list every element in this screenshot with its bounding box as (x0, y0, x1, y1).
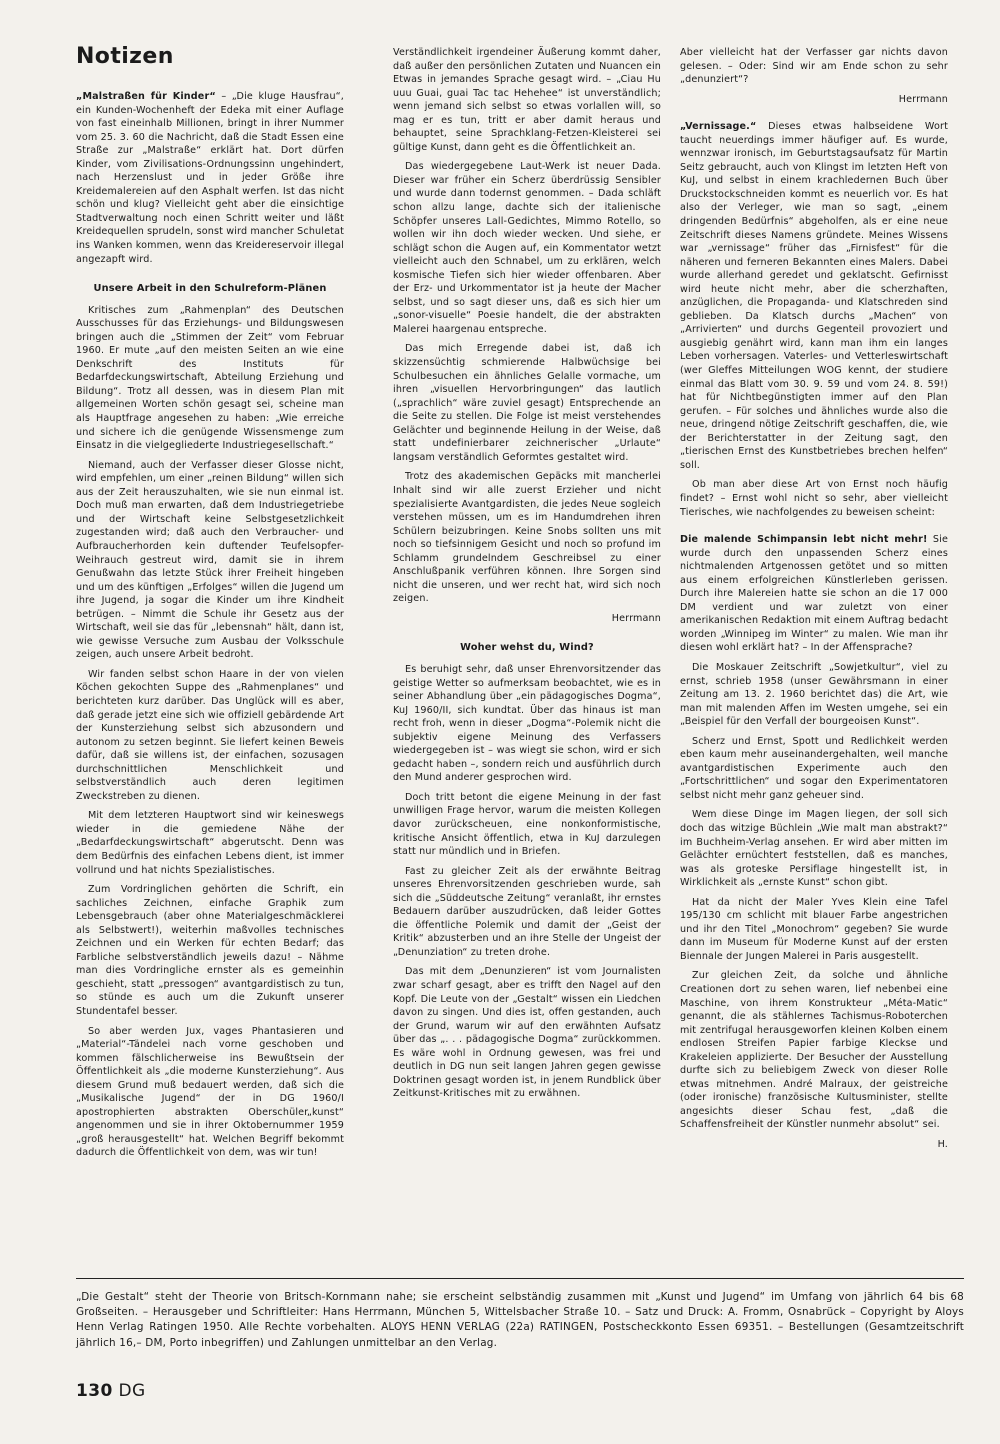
schimpansin-p6: Zur gleichen Zeit, da solche und ähnliche Creationen dort zu sehen waren, lief nebenbei eine Maschine, von ihrem Konstrukteur „Méta-Matic“ genannt, die als stählernes Tachismus-Roboterchen mit zentrifugal herausgeworfen kleinen Kolben einem endlosen Streifen Papier farbige Kleckse und Krakeleien applizierte. Der Besucher der Ausstellung durfte sich zu beliebigem Zweck von dieser Rolle etwas mitnehmen. André Malraux, der geistreiche (oder ironische) französische Kultusminister, stellte angesichts dieser Schau fest, „daß die Schaffensfreiheit der Künstler nunmehr absolut“ sei. (680, 970, 948, 1131)
schulreform-heading: Unsere Arbeit in den Schulreform-Plänen (93, 283, 327, 295)
vernissage-p2: Ob man aber diese Art von Ernst noch häufig findet? – Ernst wohl nicht so sehr, aber vielleicht Tierisches, wie nachfolgendes zu beweisen scheint: (680, 479, 948, 518)
vernissage-text: Dieses etwas halbseidene Wort taucht neuerdings immer häufiger auf. Es wurde, wennzwar ironisch, im Geburtstagsaufsatz für Martin Seitz gebraucht, auch von Klingst im letzten Heft von KuJ, und selbst in einem krachledernen Buch über Druckstockschneiden kommt es neuerlich vor. Es hat also der Verleger, wie man so sagt, „einem dringenden Bedürfnis“ abgeholfen, als er eine neue Zeitschrift dieses Namens gründete. Meines Wissens war „vernissage“ früher das „Firnisfest“ für die näheren und ferneren Bekannten eines Malers. Dabei wurde allerhand geredet und geklatscht. Gefirnisst wird heute nicht mehr, aber die scherzhaften, anzüglichen, die Propaganda- und Klatschreden sind geblieben. Da Klatsch durchs „Machen“ von „Arrivierten“ und durchs Gegenteil provoziert und ausgiebig genährt wird, kann man ihm ein langes Leben vorhersagen. Vaterles- und Vetterleswirtschaft (wer Gleffes Mitteilungen WOG kennt, der studiere einmal das Blatt vom 30. 9. 59 und vom 24. 8. 59!) hat für Nichtbegünstigten immer auf den Plan gerufen. – Für solches und ähnliches wurde also die neue, dringend nötige Zeitschrift geschaffen, die, wie der Berichterstatter in der Zeitung sagt, den „tierischen Ernst des Kunstbetriebes brechen helfen“ soll. (680, 121, 948, 471)
column-2 (393, 46, 661, 1107)
malstrassen-text: – „Die kluge Hausfrau“, ein Kunden-Wochenheft der Edeka mit einer Auflage von fast eineinhalb Millionen, bringt in ihrer Nummer vom 25. 3. 60 die Nachricht, daß die Stadt Essen eine Straße zur „Malstraße“ erklärt hat. Dort dürfen Kinder, vom Zivilisations-Ordnungssinn ungehindert, nach Herzenslust und in jeder Größe ihre Kreidemalereien auf den Asphalt werfen. Ist das nicht schön und klug? Vielleicht geht aber die einsichtige Stadtverwaltung noch einen Schritt weiter und läßt Kreidequellen sprudeln, sonst wird mancher Schuletat ins Wanken kommen, wenn das Kreidereservoir illegal angezapft wird. (76, 91, 345, 265)
schulreform-p1: Kritisches zum „Rahmenplan“ des Deutschen Ausschusses für das Erziehungs- und Bildungswesen bringen auch die „Stimmen der Zeit“ vom Februar 1960. Er mute „auf den meisten Seiten an wie eine Denkschrift des Instituts für Bedarfdeckungswirtschaft, Abteilung Erziehung und Bildung“. Trotz all dessen, was in diesem Plan mit allgemeinen Worten schön gesagt sei, scheine man als Hauptfrage angesehen zu haben: „Wie erreiche und sichere ich die genügende Wissensmenge zum Einsatz in die vielgegliederte Industriegesellschaft.“ (76, 304, 344, 452)
wind-p2: Doch tritt betont die eigene Meinung in der fast unwilligen Frage hervor, warum die meisten Kollegen davor zurückscheuen, eine nonkonformistische, kritische Ansicht öffentlich, etwa in KuJ darzulegen statt nur mündlich und in Briefen. (393, 791, 661, 858)
schulreform-p9: Das mich Erregende dabei ist, daß ich skizzensüchtig schmierende Halbwüchsige bei Schulbesuchen ein ähnliches Gelalle vormache, um ihren „visuellen Hervorbringungen“ das lautlich („sprachlich“ wäre zuviel gesagt) Entsprechende an die Seite zu stellen. Die Folge ist meist verstehendes Gelächter und beginnende Heilung in der Weise, daß statt undefinierbarer zeichnerischer „Urlaute“ langsam verständlich Geformtes gestaltet wird. (393, 343, 661, 463)
schimpansin-p2: Die Moskauer Zeitschrift „Sowjetkultur“, viel zu ernst, schrieb 1958 (unser Gewährsmann in einer Zeitung am 13. 2. 1960 berichtet das) die Art, wie man mit malenden Affen im Westen umgehe, sei ein „Beispiel für den Verfall der bourgeoisen Kunst“. (680, 661, 948, 728)
imprint-footer (76, 1290, 964, 1351)
malstrassen-paragraph (76, 90, 344, 266)
schulreform-p8: Das wiedergegebene Laut-Werk ist neuer Dada. Dieser war früher ein Scherz überdrüssig Sensibler und wurde dann todernst genommen. – Dada schläft schon allzu lange, dachte sich der italienische Schöpfer unseres Lall-Gedichtes, Mimmo Rotello, so wollen wir ihn doch wieder wecken. Und siehe, er schlägt schon die Augen auf, ein Kommentator wetzt vielleicht auch den Schnabel, um zu erklären, welch kosmische Tiefen sich hier wieder offenbaren. Aber der Erz- und Urkommentator ist ja heute der Macher selbst, und so sagt dieser uns, daß es sich hier um „sonor-visuelle“ Poesie handelt, die der abstrakten Malerei haargenau entspreche. (393, 161, 661, 335)
wind-p1: Es beruhigt sehr, daß unser Ehrenvorsitzender das geistige Wetter so aufmerksam beobachtet, wie es in seiner Abhandlung über „ein pädagogisches Dogma“, KuJ 1960/II, sich kundtat. Über das hinaus ist man recht froh, wenn in dieser „Dogma“-Polemik nicht die subjektiv eigene Meinung des Verfassers wiedergegeben ist – was wiegt sie schon, wird er sich gedacht haben –, sondern reich und ausführlich durch den Mund anderer gesprochen wird. (393, 663, 661, 784)
schimpansin-p3: Scherz und Ernst, Spott und Redlichkeit werden eben kaum mehr auseinandergehalten, weil manche avantgardistischen Experimente auch den „Fortschrittlichen“ und sogar den Experimentatoren selbst nicht mehr ganz geheuer sind. (680, 735, 948, 801)
imprint-text: „Die Gestalt“ steht der Theorie von Britsch-Kornmann nahe; sie erscheint selbständig zusammen mit „Kunst und Jugend“ im Umfang von jährlich 64 bis 68 Großseiten. – Herausgeber und Schriftleiter: Hans Herrmann, München 5, Wittelsbacher Straße 10. – Satz und Druck: A. Fromm, Osnabrück – Copyright by Aloys Henn Verlag Ratingen 1950. Alle Rechte vorbehalten. ALOYS HENN VERLAG (22a) RATINGEN, Postscheckkonto Essen 69351. – Bestellungen (Gesamtzeitschrift jährlich 16,– DM, Porto inbegriffen) und Zahlungen unmittelbar an den Verlag. (76, 1291, 964, 1349)
schulreform-p7: Verständlichkeit irgendeiner Äußerung kommt daher, daß außer den persönlichen Zutaten und Nuancen ein Etwas in jemandes Sprache gesagt wird. – „Ciau Hu uuu Guai, guai Tac tac Hehehee“ ist unverständlich; wenn jemand sich selbst so etwas vorlallen will, so mag er es tun, tritt er aber damit heraus und behauptet, seine Sprachklang-Fetzen-Kleisterei sei gültige Kunst, dann geht es die Öffentlichkeit an. (393, 47, 661, 153)
schimpansin-p4: Wem diese Dinge im Magen liegen, der soll sich doch das witzige Büchlein „Wie malt man abstrakt?“ im Buchheim-Verlag ansehen. Er wird aber mitten im Gelächter ernüchtert feststellen, daß es manches, was als groteske Persiflage hingestellt ist, in Wirklichkeit als „ernste Kunst“ schon gibt. (680, 809, 948, 889)
schimpansin-lead: Die malende Schimpansin lebt nicht mehr! (680, 534, 928, 546)
schimpansin-text: Sie wurde durch den unpassenden Scherz eines nichtmalenden Artgenossen getötet und so mitten aus einem erfolgreichen Künstlerleben gerissen. Durch ihre Malereien hatte sie schon an die 17 000 DM verdient und war zuletzt von einer amerikanischen Redaktion mit einem Auftrag bedacht worden „Winnipeg im Winter“ zu malen. Wie man ihr diesen wohl erklärt hat? – In der Affensprache? (680, 534, 948, 654)
wind-p5: Aber vielleicht hat der Verfasser gar nichts davon gelesen. – Oder: Sind wir am Ende schon zu sehr „denunziert“? (680, 47, 948, 86)
vernissage-paragraph (680, 120, 948, 472)
schulreform-p10: Trotz des akademischen Gepäcks mit mancherlei Inhalt sind wir alle zuerst Erzieher und nicht spezialisierte Avantgardisten, die jedes Neue sogleich verstehen müssen, um es im Handumdrehen ihren Schülern beizubringen. Keine Snobs sollten uns mit noch so tiefsinnigem Gesicht und noch so profund im Schlamm grundelndem Geschreibsel zu einer Anschlußpanik verführen können. Ihre Sorgen sind nicht die unseren, und wer recht hat, wird sich noch zeigen. (393, 471, 661, 605)
page-title: Notizen (76, 44, 174, 69)
schulreform-signature: Herrmann (611, 612, 661, 624)
schimpansin-signature: H. (937, 1139, 948, 1151)
wind-signature: Herrmann (898, 93, 948, 105)
journal-abbreviation: DG (118, 1381, 146, 1401)
page-folio (76, 1381, 146, 1401)
column-1 (76, 90, 344, 1166)
wind-p4: Das mit dem „Denunzieren“ ist vom Journalisten zwar scharf gesagt, aber es trifft den Nagel auf den Kopf. Die Leute von der „Gestalt“ wissen ein Liedchen davon zu singen. Und dies ist, offen gestanden, auch der Grund, warum wir auf den erwähnten Aufsatz über das „. . . pädagogische Dogma“ zurückkommen. Es wäre wohl in Ordnung gewesen, was frei und deutlich in DG nun seit langen Jahren gegen gewisse Doktrinen gesagt worden ist, in jenem Rundblick über Zeitkunst-Kritisches mit zu erwähnen. (393, 966, 661, 1100)
schimpansin-paragraph (680, 533, 948, 655)
schimpansin-p5: Hat da nicht der Maler Yves Klein eine Tafel 195/130 cm schlicht mit blauer Farbe angestrichen und ihr den Titel „Monochrom“ gegeben? Sie wurde dann im Museum für Moderne Kunst auf der ersten Biennale der Jungen Malerei in Paris ausgestellt. (680, 896, 948, 962)
page-number: 130 (76, 1381, 113, 1401)
vernissage-lead: „Vernissage.“ (680, 121, 757, 133)
malstrassen-lead: „Malstraßen für Kinder“ (76, 91, 216, 102)
schulreform-p2: Niemand, auch der Verfasser dieser Glosse nicht, wird empfehlen, um einer „reinen Bildung“ willen sich aus der Zeit herauszuhalten, wie sie nun einmal ist. Doch muß man erwarten, daß dem Industriegetriebe und der Wirtschaft keine Selbstgesetzlichkeit zugestanden wird; daß auch den Verbraucher- und Aufbraucherhorden kein duftender Teufelsopfer-Weihrauch gestreut wird, damit sie in ihrem Genußwahn das letzte Stück ihrer Freiheit hingeben und um des künftigen „Erfolges“ willen die Jugend um ihre Jugend, ja sogar die Kinder um ihre Kindheit betrügen. – Nimmt die Schule ihr Gesetz aus der Wirtschaft, weil sie das für „lebensnah“ hält, dann ist, wie gewisse Versuche zum Ausbau der Volksschule zeigen, auch unsere Arbeit bedroht. (76, 459, 344, 661)
wind-heading: Woher wehst du, Wind? (460, 642, 594, 654)
schulreform-p3: Wir fanden selbst schon Haare in der von vielen Köchen gekochten Suppe des „Rahmenplanes“ und berichteten kurz darüber. Das Unglück will es aber, daß gerade jetzt eine sich wie offiziell gebärdende Art der Kunsterziehung selbst sich abzusondern und autonom zu setzen beginnt. Sie liefert keinen Beweis dafür, daß sie willens ist, der einfachen, sozusagen durchschnittlichen Menschlichkeit und selbstverständlich auch deren legitimen Zweckstreben zu dienen. (76, 668, 344, 802)
column-3 (680, 46, 948, 1158)
schulreform-p5: Zum Vordringlichen gehörten die Schrift, ein sachliches Zeichnen, einfache Graphik zum Lebensgebrauch (aber ohne Materialgeschmäcklerei als Selbstwert!), weiterhin maßvolles technisches Zeichnen und ein Werken für echten Bedarf; das Farbliche selbstverständlich jeweils dazu! – Nähme man dies Vordringliche ernster als es gemeinhin geschieht, statt „pressogen“ avantgardistisch zu tun, so stünde es auch um die Zukunft unserer Stundentafel besser. (76, 884, 344, 1017)
schulreform-p4: Mit dem letzteren Hauptwort sind wir keineswegs wieder in die gemiedene Nähe der „Bedarfdeckungswirtschaft“ abgerutscht. Denn was dem Bedürfnis des einfachen Lebens dient, ist immer vollrund und hat nichts Spezialistisches. (76, 810, 344, 876)
wind-p3: Fast zu gleicher Zeit als der erwähnte Beitrag unseres Ehrenvorsitzenden geschrieben wurde, sah sich die „Süddeutsche Zeitung“ veranlaßt, ihr ernstes Bedauern darüber auszudrücken, daß leider Gottes die öffentliche Polemik und damit der „Geist der Kritik“ abzusterben und an ihre Stelle der Ungeist der „Denunziation“ zu treten drohe. (393, 865, 661, 958)
footer-divider (76, 1278, 964, 1279)
schulreform-p6: So aber werden Jux, vages Phantasieren und „Material“-Tändelei nach vorne geschoben und kommen fälschlicherweise ins Bewußtsein der Öffentlichkeit als „die moderne Kunsterziehung“. Aus diesem Grund muß bedauert werden, daß sich die „Musikalische Jugend“ der in DG 1960/I apostrophierten abstrakten Oberschüler„kunst“ angenommen und sie in ihrer Oktobernummer 1959 „groß herausgestellt“ hat. Welchen Begriff bekommt dadurch die Öffentlichkeit von dem, was wir tun! (76, 1025, 344, 1159)
